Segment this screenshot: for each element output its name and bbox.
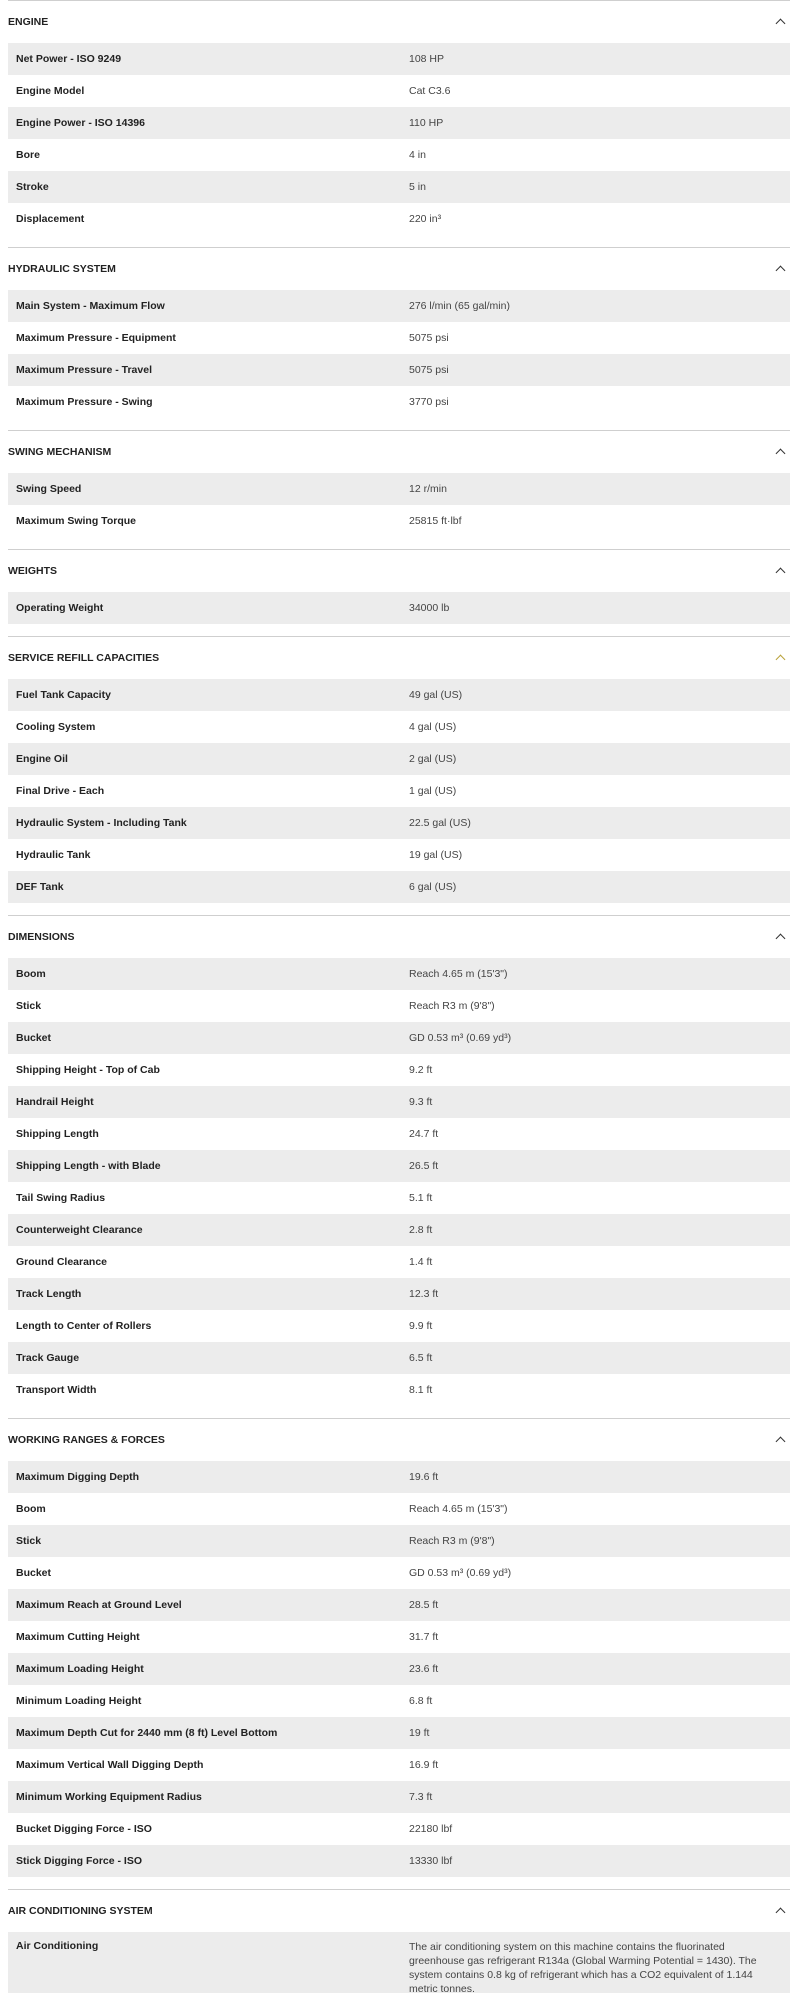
section-title: SERVICE REFILL CAPACITIES xyxy=(8,652,160,664)
chevron-up-icon[interactable] xyxy=(776,449,786,459)
section-header-working-ranges-forces[interactable] xyxy=(8,1419,790,1461)
spec-label: Stick xyxy=(16,1535,42,1547)
spec-label: Hydraulic System - Including Tank xyxy=(16,817,187,829)
spec-row xyxy=(8,322,790,354)
spec-row xyxy=(8,1022,790,1054)
spec-value: 25815 ft·lbf xyxy=(409,515,462,527)
section-weights xyxy=(8,549,790,636)
section-title: DIMENSIONS xyxy=(8,931,75,943)
spec-label: Ground Clearance xyxy=(16,1256,108,1268)
spec-value: 12.3 ft xyxy=(409,1288,439,1300)
spec-label: Boom xyxy=(16,968,46,980)
spec-label: Main System - Maximum Flow xyxy=(16,300,165,312)
spec-value: 5.1 ft xyxy=(409,1192,433,1204)
spec-row xyxy=(8,990,790,1022)
spec-row xyxy=(8,1685,790,1717)
spec-table xyxy=(8,473,790,549)
section-header-hydraulic-system[interactable] xyxy=(8,248,790,290)
spec-label: Transport Width xyxy=(16,1384,97,1396)
chevron-up-icon[interactable] xyxy=(776,568,786,578)
spec-value: GD 0.53 m³ (0.69 yd³) xyxy=(409,1032,512,1044)
section-service-refill-capacities xyxy=(8,636,790,915)
spec-value: 9.2 ft xyxy=(409,1064,433,1076)
spec-label: Air Conditioning xyxy=(16,1940,99,1952)
spec-value: The air conditioning system on this machine contains the fluorinated greenhouse gas refrigerant R134a (Global Warming Potential = 1430). The system contains 0.8 kg of refrigerant which has a CO2 equivalent of 1.144 metric tonnes. xyxy=(409,1941,757,1993)
spec-row xyxy=(8,1813,790,1845)
spec-label: Engine Model xyxy=(16,85,85,97)
spec-row xyxy=(8,1278,790,1310)
section-header-weights[interactable] xyxy=(8,550,790,592)
spec-table xyxy=(8,592,790,636)
spec-row xyxy=(8,1749,790,1781)
spec-row xyxy=(8,386,790,418)
spec-row xyxy=(8,290,790,322)
spec-value: 49 gal (US) xyxy=(409,689,463,701)
spec-label: Stick xyxy=(16,1000,42,1012)
spec-row xyxy=(8,1214,790,1246)
spec-label: Cooling System xyxy=(16,721,96,733)
spec-value: 16.9 ft xyxy=(409,1759,439,1771)
spec-label: Bucket xyxy=(16,1567,52,1579)
spec-value: 9.3 ft xyxy=(409,1096,433,1108)
spec-row xyxy=(8,1525,790,1557)
spec-value: Reach 4.65 m (15'3") xyxy=(409,968,508,980)
chevron-up-icon[interactable] xyxy=(776,655,786,665)
spec-label: Track Gauge xyxy=(16,1352,80,1364)
spec-value: 13330 lbf xyxy=(409,1855,453,1867)
section-title: WEIGHTS xyxy=(8,565,57,577)
spec-value: 19 ft xyxy=(409,1727,430,1739)
spec-label: Fuel Tank Capacity xyxy=(16,689,111,701)
spec-row xyxy=(8,711,790,743)
spec-label: Final Drive - Each xyxy=(16,785,105,797)
section-air-conditioning-system xyxy=(8,1889,790,1993)
section-hydraulic-system xyxy=(8,247,790,430)
spec-label: DEF Tank xyxy=(16,881,64,893)
spec-value: 26.5 ft xyxy=(409,1160,439,1172)
spec-label: Maximum Pressure - Equipment xyxy=(16,332,176,344)
spec-label: Track Length xyxy=(16,1288,82,1300)
spec-label: Stroke xyxy=(16,181,49,193)
spec-label: Boom xyxy=(16,1503,46,1515)
spec-label: Engine Oil xyxy=(16,753,68,765)
spec-value: Reach R3 m (9'8") xyxy=(409,1000,495,1012)
spec-label: Bore xyxy=(16,149,40,161)
spec-row xyxy=(8,679,790,711)
section-working-ranges-forces xyxy=(8,1418,790,1889)
spec-row xyxy=(8,775,790,807)
section-title: WORKING RANGES & FORCES xyxy=(8,1434,165,1446)
spec-row xyxy=(8,75,790,107)
spec-value: 22.5 gal (US) xyxy=(409,817,471,829)
section-engine xyxy=(8,0,790,247)
spec-label: Shipping Length xyxy=(16,1128,99,1140)
spec-value: 110 HP xyxy=(409,117,444,129)
section-header-service-refill-capacities[interactable] xyxy=(8,637,790,679)
spec-label: Maximum Cutting Height xyxy=(16,1631,140,1643)
spec-value: 220 in³ xyxy=(409,213,442,225)
spec-value: 5 in xyxy=(409,181,426,193)
spec-label: Maximum Pressure - Swing xyxy=(16,396,153,408)
spec-row xyxy=(8,354,790,386)
spec-row xyxy=(8,743,790,775)
section-title: HYDRAULIC SYSTEM xyxy=(8,263,116,275)
spec-label: Net Power - ISO 9249 xyxy=(16,53,122,65)
spec-row xyxy=(8,1374,790,1406)
spec-value: 22180 lbf xyxy=(409,1823,453,1835)
spec-table xyxy=(8,958,790,1418)
spec-row xyxy=(8,139,790,171)
spec-row xyxy=(8,1150,790,1182)
spec-row xyxy=(8,592,790,624)
spec-row xyxy=(8,958,790,990)
section-header-air-conditioning-system[interactable] xyxy=(8,1890,790,1932)
spec-value: 6.5 ft xyxy=(409,1352,433,1364)
section-dimensions xyxy=(8,915,790,1418)
spec-value: 9.9 ft xyxy=(409,1320,433,1332)
spec-row xyxy=(8,871,790,903)
spec-label: Maximum Depth Cut for 2440 mm (8 ft) Level Bottom xyxy=(16,1727,278,1739)
spec-label: Maximum Reach at Ground Level xyxy=(16,1599,182,1611)
spec-label: Displacement xyxy=(16,213,85,225)
spec-value: 2.8 ft xyxy=(409,1224,433,1236)
spec-value: Reach 4.65 m (15'3") xyxy=(409,1503,508,1515)
spec-value: 6 gal (US) xyxy=(409,881,457,893)
spec-value: 1.4 ft xyxy=(409,1256,433,1268)
spec-label: Engine Power - ISO 14396 xyxy=(16,117,145,129)
spec-label: Minimum Loading Height xyxy=(16,1695,142,1707)
spec-table xyxy=(8,1932,790,1993)
spec-label: Shipping Length - with Blade xyxy=(16,1160,161,1172)
section-header-swing-mechanism[interactable] xyxy=(8,431,790,473)
spec-row xyxy=(8,43,790,75)
section-title: ENGINE xyxy=(8,16,49,28)
section-header-dimensions[interactable] xyxy=(8,916,790,958)
spec-row xyxy=(8,1653,790,1685)
spec-table xyxy=(8,679,790,915)
spec-value: 12 r/min xyxy=(409,483,447,495)
spec-value: 1 gal (US) xyxy=(409,785,457,797)
spec-row xyxy=(8,171,790,203)
chevron-up-icon[interactable] xyxy=(776,19,786,29)
spec-label: Maximum Vertical Wall Digging Depth xyxy=(16,1759,204,1771)
spec-value: 5075 psi xyxy=(409,364,449,376)
spec-table xyxy=(8,43,790,247)
spec-value: 7.3 ft xyxy=(409,1791,433,1803)
section-header-engine[interactable] xyxy=(8,1,790,43)
spec-value: 8.1 ft xyxy=(409,1384,433,1396)
spec-value: 31.7 ft xyxy=(409,1631,439,1643)
spec-row xyxy=(8,1589,790,1621)
spec-row xyxy=(8,1493,790,1525)
spec-label: Bucket xyxy=(16,1032,52,1044)
spec-row xyxy=(8,473,790,505)
spec-row xyxy=(8,505,790,537)
spec-value: 28.5 ft xyxy=(409,1599,439,1611)
spec-value: 6.8 ft xyxy=(409,1695,433,1707)
spec-row xyxy=(8,1342,790,1374)
section-title: SWING MECHANISM xyxy=(8,446,112,458)
spec-value: 34000 lb xyxy=(409,602,450,614)
spec-row xyxy=(8,1845,790,1877)
spec-value: Reach R3 m (9'8") xyxy=(409,1535,495,1547)
spec-label: Bucket Digging Force - ISO xyxy=(16,1823,152,1835)
chevron-up-icon[interactable] xyxy=(776,1437,786,1447)
spec-label: Shipping Height - Top of Cab xyxy=(16,1064,160,1076)
spec-value: Cat C3.6 xyxy=(409,85,451,97)
spec-value: 5075 psi xyxy=(409,332,449,344)
spec-row xyxy=(8,1621,790,1653)
spec-value: 108 HP xyxy=(409,53,445,65)
spec-row xyxy=(8,1118,790,1150)
spec-row xyxy=(8,1932,790,1993)
spec-row xyxy=(8,107,790,139)
spec-table xyxy=(8,290,790,430)
spec-label: Counterweight Clearance xyxy=(16,1224,143,1236)
spec-value: 3770 psi xyxy=(409,396,449,408)
spec-label: Minimum Working Equipment Radius xyxy=(16,1791,202,1803)
spec-label: Maximum Swing Torque xyxy=(16,515,136,527)
spec-row xyxy=(8,1557,790,1589)
spec-row xyxy=(8,1246,790,1278)
spec-row xyxy=(8,807,790,839)
chevron-up-icon[interactable] xyxy=(776,1908,786,1918)
spec-row xyxy=(8,1781,790,1813)
spec-value: 19.6 ft xyxy=(409,1471,439,1483)
spec-label: Hydraulic Tank xyxy=(16,849,91,861)
spec-label: Maximum Loading Height xyxy=(16,1663,144,1675)
spec-row xyxy=(8,1717,790,1749)
spec-value: 19 gal (US) xyxy=(409,849,463,861)
spec-value: 23.6 ft xyxy=(409,1663,439,1675)
spec-label: Handrail Height xyxy=(16,1096,94,1108)
spec-row xyxy=(8,1182,790,1214)
chevron-up-icon[interactable] xyxy=(776,934,786,944)
spec-row xyxy=(8,1461,790,1493)
spec-label: Swing Speed xyxy=(16,483,82,495)
spec-label: Tail Swing Radius xyxy=(16,1192,106,1204)
spec-row xyxy=(8,1054,790,1086)
spec-label: Maximum Digging Depth xyxy=(16,1471,140,1483)
spec-value: 4 gal (US) xyxy=(409,721,457,733)
spec-row xyxy=(8,203,790,235)
spec-label: Maximum Pressure - Travel xyxy=(16,364,152,376)
spec-value: 24.7 ft xyxy=(409,1128,439,1140)
section-title: AIR CONDITIONING SYSTEM xyxy=(8,1905,153,1917)
spec-label: Length to Center of Rollers xyxy=(16,1320,152,1332)
spec-value: GD 0.53 m³ (0.69 yd³) xyxy=(409,1567,512,1579)
spec-row xyxy=(8,839,790,871)
spec-value: 4 in xyxy=(409,149,426,161)
spec-table xyxy=(8,1461,790,1889)
spec-label: Operating Weight xyxy=(16,602,104,614)
spec-row xyxy=(8,1310,790,1342)
spec-value: 2 gal (US) xyxy=(409,753,457,765)
chevron-up-icon[interactable] xyxy=(776,266,786,276)
spec-label: Stick Digging Force - ISO xyxy=(16,1855,143,1867)
spec-value: 276 l/min (65 gal/min) xyxy=(409,300,510,312)
spec-row xyxy=(8,1086,790,1118)
section-swing-mechanism xyxy=(8,430,790,549)
